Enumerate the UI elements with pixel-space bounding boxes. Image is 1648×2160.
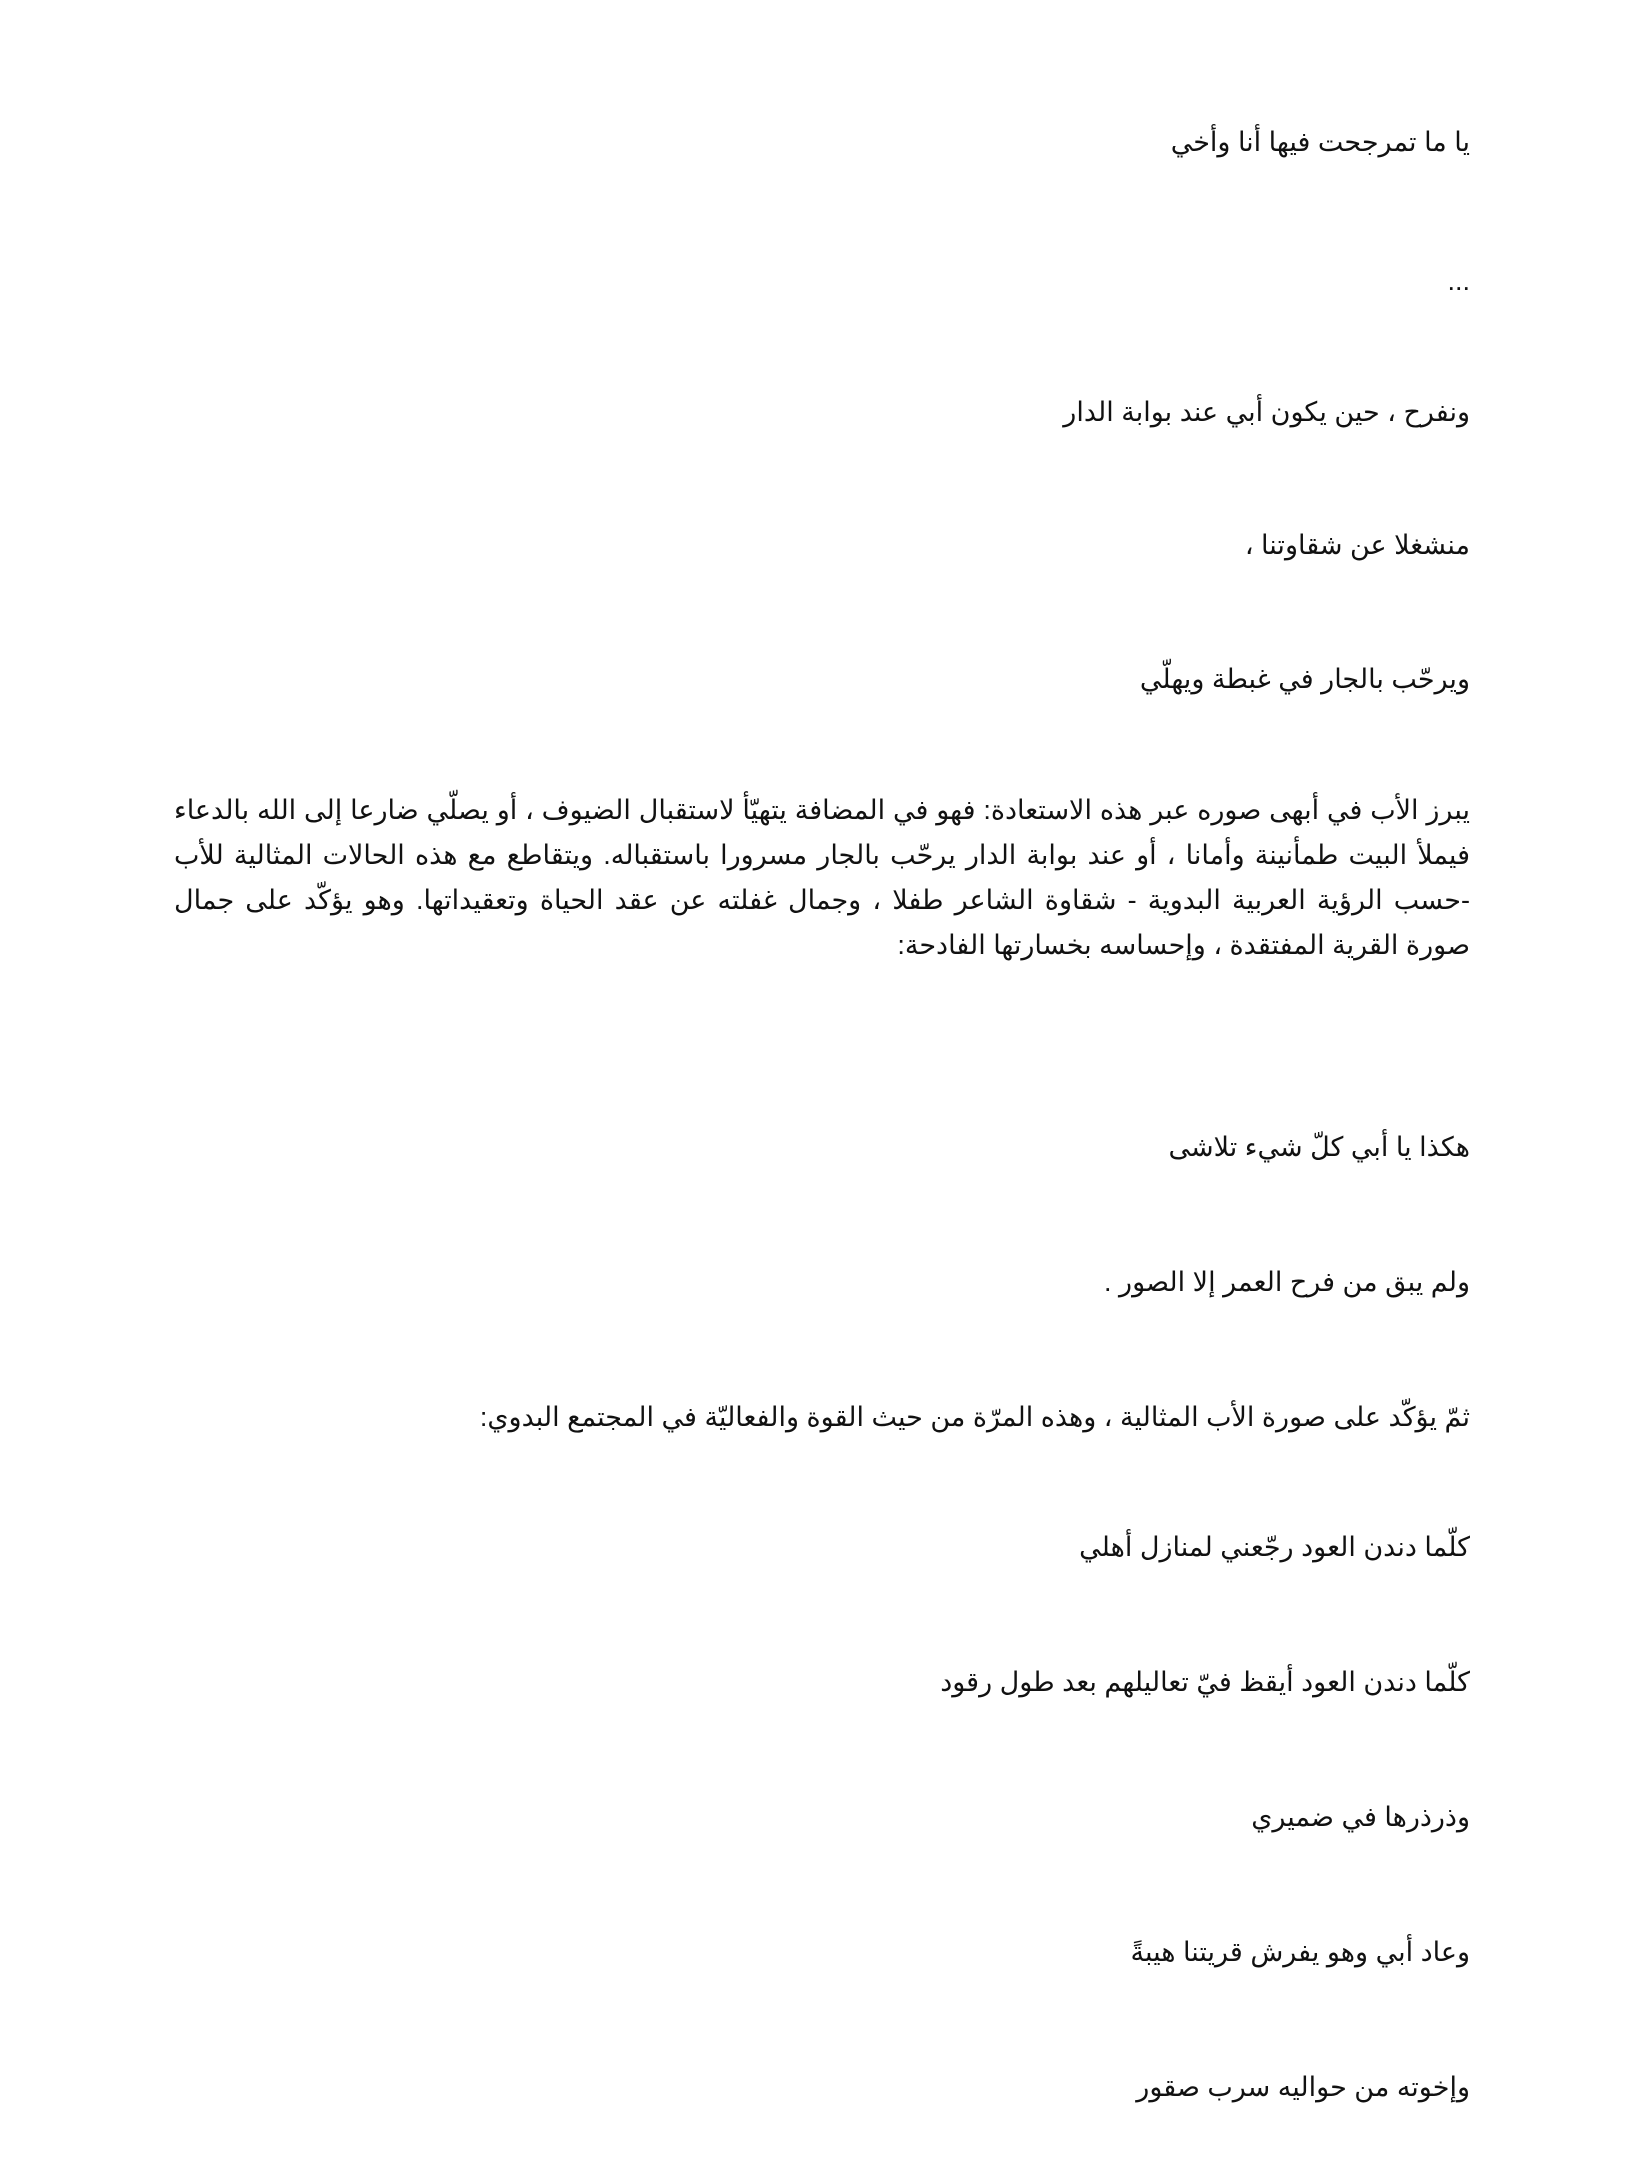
commentary-paragraph: يبرز الأب في أبهى صوره عبر هذه الاستعادة: فهو في المضافة يتهيّأ لاستقبال الضيوف ، أو يصلّي ضارعا إلى الله بالدعاء فيملأ البيت طمأنينة وأمانا ، أو عند بوابة الدار يرحّب بالجار مسرورا باستقباله. ويتقاطع مع هذه الحالات المثالية للأب -حسب الرؤية العربية البدوية - شقاوة الشاعر طفلا ، وجمال غفلته عن عقد الحياة وتعقيداتها. وهو يؤكّد على جمال صورة القرية المفتقدة ، وإحساسه بخسارتها الفادحة: <box>174 795 1470 960</box>
verse-line: وعاد أبي وهو يفرش قريتنا هيبةً <box>1130 1937 1470 1967</box>
verse-line: وإخوته من حواليه سرب صقور <box>1136 2072 1470 2102</box>
verse-line: هكذا يا أبي كلّ شيء تلاشى <box>1168 1132 1470 1162</box>
commentary-paragraph: ثمّ يؤكّد على صورة الأب المثالية ، وهذه المرّة من حيث القوة والفعاليّة في المجتمع البدوي: <box>479 1402 1470 1432</box>
verse-line: منشغلا عن شقاوتنا ، <box>1244 530 1470 560</box>
verse-line: كلّما دندن العود أيقظ فيّ تعاليلهم بعد طول رقود <box>940 1667 1470 1697</box>
verse-line: ونفرح ، حين يكون أبي عند بوابة الدار <box>1063 397 1470 427</box>
verse-line: كلّما دندن العود رجّعني لمنازل أهلي <box>1079 1532 1470 1562</box>
ellipsis-line: ... <box>1447 266 1470 296</box>
verse-line: يا ما تمرجحت فيها أنا وأخي <box>1170 127 1470 157</box>
verse-line: ويرحّب بالجار في غبطة ويهلّي <box>1139 664 1470 694</box>
verse-line: وذرذرها في ضميري <box>1251 1802 1470 1832</box>
verse-line: ولم يبق من فرح العمر إلا الصور . <box>1104 1267 1470 1297</box>
